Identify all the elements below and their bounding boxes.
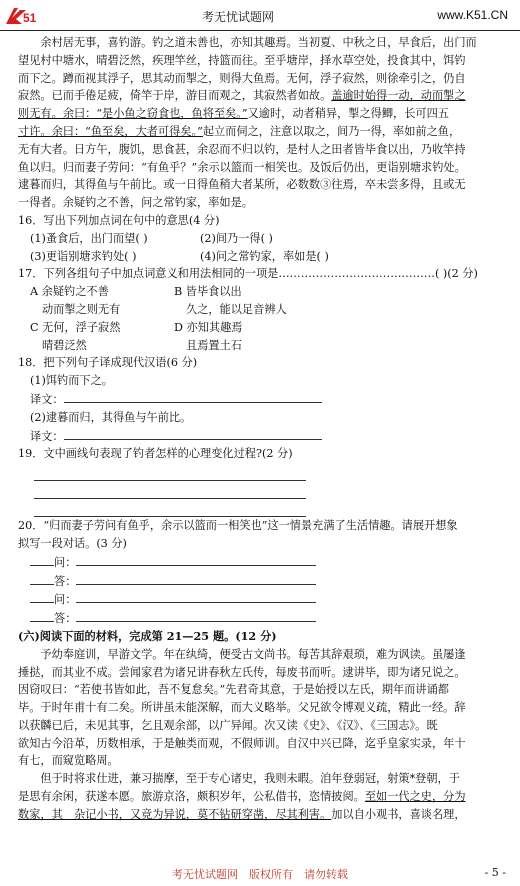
section-6 (18, 628, 508, 824)
passage-line: 因窃叹曰：“若使书皆如此，吾不复怠矣。”先君奇其意，于是始授以左氏，期年而讲诵都 (18, 683, 449, 697)
question-option-row (18, 230, 508, 248)
option-d-sub: 且焉置土石 (186, 338, 242, 352)
question-item: (2)间乃一得( ) (200, 231, 273, 245)
passage-text: 是思有余闲，获遂本愿。旅游京洛，颇积岁年，公私借书，恣情披阅。 (18, 790, 365, 804)
passage-text: 加以自小观书，喜谈名理， (331, 807, 466, 821)
sentence-2: (2)逮暮而归，其得鱼与午前比。 (30, 410, 192, 424)
footer-copyright: 考无忧试题网 版权所有 请勿转载 (172, 868, 348, 881)
dialogue-label: 答： (54, 574, 77, 588)
passage-line (18, 788, 508, 806)
section-title: (六)阅读下面的材料，完成第 21—25 题。(12 分) (18, 628, 277, 643)
passage-line: 一得者。余疑钓之不善，问之常钓家，率如是。 (18, 196, 253, 210)
answer-line[interactable] (34, 499, 306, 517)
dialogue-row (18, 572, 508, 591)
question-option-row (18, 283, 508, 301)
passage-line: 逮暮而归，其得鱼与午前比。或一日得鱼稍大者某所，必数数③往焉，卒未尝多得，且或无 (18, 178, 466, 192)
underlined-sentence: 数家，其 杂记小书，又竞为异说，莫不钻研穿凿，尽其利害。 (18, 807, 332, 821)
passage-line (18, 87, 508, 105)
header-site-title: 考无忧试题网 (202, 10, 275, 24)
question-stem: 17．下列各组句子中加点词意义和用法相同的一项是……………………………………( )(2 分) (18, 267, 478, 281)
translation-answer-line[interactable] (64, 427, 322, 440)
passage-line: 而下之。蹲而视其浮子，思其动而掣之，则得大鱼焉。无何，浮子寂然，则徐牵引之，仍自 (18, 71, 466, 85)
passage-line: 有七，而窥览略周。 (18, 754, 119, 768)
page-content (18, 34, 508, 824)
dialogue-label: 问： (54, 593, 77, 607)
option-b-sub: 久之，能以足音辨人 (186, 302, 287, 316)
underlined-sentence: 寸许。余曰：“鱼至矣，大者可得矣。” (18, 124, 203, 138)
dialogue-answer-line[interactable] (76, 572, 316, 585)
option-d: D 亦知其趣焉 (174, 320, 243, 334)
underlined-sentence: 则无有。余曰：“是小鱼之窃食也，鱼将至矣。” (18, 107, 248, 121)
passage-line: 但于时将求仕进，兼习揣摩，至于专心诸史，我则未暇。洎年登弱冠，射策*登朝，于 (40, 772, 460, 786)
passage-line (18, 806, 508, 824)
question-18 (18, 354, 508, 445)
page-header (0, 0, 520, 31)
translation-label: 译文： (30, 392, 64, 406)
dialogue-row (18, 609, 508, 628)
passage-line: 捶挞，而其业不成。尝闻家君为诸兄讲春秋左氏传，每废书而听。逮讲毕，即为诸兄说之。 (18, 665, 466, 679)
dialogue-answer-line[interactable] (76, 590, 316, 603)
question-option-row (18, 301, 508, 319)
speaker-blank[interactable] (30, 553, 54, 566)
question-option-row (18, 337, 508, 355)
passage-5 (18, 34, 508, 212)
option-c: C 无何，浮子寂然 (30, 320, 121, 334)
passage-line: 望见村中塘水，晴碧泛然，疾理竿丝，持篮而往。至乎塘岸，择水草空处，投食其中，饵钓 (18, 53, 466, 67)
option-c-sub: 晴碧泛然 (42, 338, 87, 352)
speaker-blank[interactable] (30, 590, 54, 603)
passage-line (18, 105, 508, 123)
question-item: (1)蚤食后，出门而望( ) (30, 231, 148, 245)
question-item: (4)问之常钓家，率如是( ) (200, 249, 329, 263)
passage-text: 起立而伺之，注意以取之，间乃一得，率如前之鱼， (202, 124, 461, 138)
speaker-blank[interactable] (30, 572, 54, 585)
translation-label: 译文： (30, 429, 64, 443)
dialogue-label: 答： (54, 612, 77, 626)
underlined-sentence: 至如一代之史，分为 (364, 790, 466, 804)
passage-line: 鱼以归。归而妻子劳问：“有鱼乎？”余示以篮而一相笑也。及饭后仍出，更诣别塘求钓处。 (18, 160, 466, 174)
option-b: B 皆毕食以出 (174, 285, 242, 299)
question-19 (18, 445, 508, 517)
dialogue-row (18, 590, 508, 609)
question-stem: 拟写一段对话。(3 分) (18, 536, 127, 550)
dialogue-row (18, 553, 508, 572)
question-17 (18, 265, 508, 354)
question-stem: 20．“归而妻子劳问有鱼乎，余示以篮而一相笑也”这一情景充满了生活情趣。请展开想象 (18, 519, 458, 533)
svg-text:51: 51 (23, 11, 37, 25)
answer-line[interactable] (34, 481, 306, 499)
translation-answer-line[interactable] (64, 390, 322, 403)
header-site-url[interactable]: www.K51.CN (437, 8, 508, 22)
answer-lines (18, 463, 306, 517)
dialogue-label: 问： (54, 555, 77, 569)
question-option-row (18, 319, 508, 337)
question-option-row (18, 248, 508, 266)
question-item: (3)更诣别塘求钓处( ) (30, 249, 137, 263)
passage-text: 寂然。已而手倦足疲，倚竿于岸，游目而观之，其寂然者如故。 (18, 89, 332, 103)
question-stem: 16．写出下列加点词在句中的意思(4 分) (18, 213, 220, 227)
question-stem: 18．把下列句子译成现代汉语(6 分) (18, 356, 198, 370)
option-a-sub: 动而掣之则无有 (42, 302, 121, 316)
page-number: - 5 - (484, 866, 506, 879)
passage-line: 毕。于时年甫十有二矣。所讲虽未能深解，而大义略举。父兄欲令博观义疏，精此一经。辞 (18, 701, 466, 715)
speaker-blank[interactable] (30, 609, 54, 622)
dialogue-answer-line[interactable] (76, 609, 316, 622)
translation-row (18, 427, 508, 446)
passage-text: 又逾时，动者稍异，掣之得鲫，长可四五 (247, 107, 449, 121)
passage-line: 欲知古今沿革，历数相承，于是触类而观，不假师训。自汉中兴已降，迄乎皇家实录，年十 (18, 736, 466, 750)
passage-line: 余村居无事，喜钓游。钓之道未善也，亦知其趣焉。当初夏、中秋之日，早食后，出门而 (40, 36, 477, 49)
question-20 (18, 517, 508, 628)
question-stem: 19．文中画线句表现了钓者怎样的心理变化过程?(2 分) (18, 447, 293, 461)
translation-row (18, 390, 508, 409)
dialogue-answer-line[interactable] (76, 553, 316, 566)
passage-line: 无有大者。日方午，腹饥，思食甚，余忍而不归以钓，是村人之田者皆毕食以出，乃收竿持 (18, 142, 466, 156)
option-a: A 余疑钓之不善 (30, 285, 109, 299)
passage-line: 予幼奉庭训，早游文学。年在纨绮，便受古文尚书。每苦其辞艰琐，难为讽读。虽屡逢 (40, 647, 466, 661)
passage-line (18, 123, 508, 141)
sentence-1: (1)饵钓而下之。 (30, 374, 113, 388)
question-16 (18, 212, 508, 265)
underlined-sentence: 盖逾时始得一动，动而掣之 (331, 89, 466, 103)
passage-line: 以获麟已后，未见其事，乞且观余部，以广异闻。次又读《史》、《汉》、《三国志》。既 (18, 718, 438, 732)
answer-line[interactable] (34, 463, 306, 481)
k51-logo-icon (4, 6, 44, 26)
